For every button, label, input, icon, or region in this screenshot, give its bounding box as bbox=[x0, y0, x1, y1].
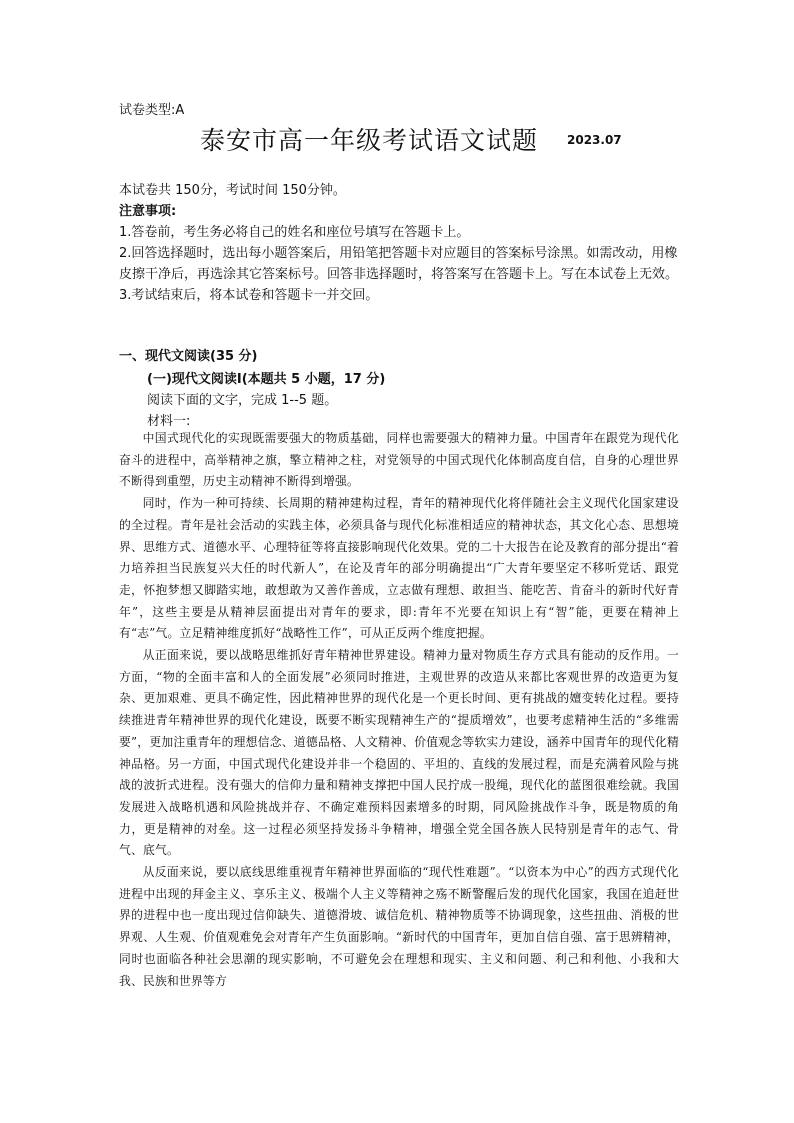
notice-block bbox=[119, 180, 679, 306]
exam-title: 泰安市高一年级考试语文试题 bbox=[200, 126, 539, 155]
subsection-title: (一)现代文阅读Ⅰ(本题共 5 小题，17 分) bbox=[147, 372, 386, 387]
notice-item: 1.答卷前，考生务必将自己的姓名和座位号填写在答题卡上。 bbox=[119, 225, 470, 240]
notice-item: 3.考试结束后，将本试卷和答题卡一并交回。 bbox=[119, 288, 379, 303]
title-row bbox=[0, 121, 794, 157]
passage-paragraph: 从反面来说，要以底线思维重视青年精神世界面临的“现代性难题”。“以资本为中心”的西方式现代化进程中出现的拜金主义、享乐主义、极端个人主义等精神之殇不断警醒后发的现代化国家，我国在追赶世界的进程中也一度出现过信仰缺失、道德滑坡、诚信危机、精神物质等不协调现象，这些扭曲、消极的世界观、人生观、价值观难免会对青年产生负面影响。“新时代的中国青年，更加自信自强、富于思辨精神，同时也面临各种社会思潮的现实影响，不可避免会在理想和现实、主义和问题、利己和利他、小我和大我、民族和世界等方 bbox=[119, 865, 679, 988]
notice-intro: 本试卷共 150分，考试时间 150分钟。 bbox=[119, 183, 346, 198]
notice-heading: 注意事项: bbox=[119, 204, 177, 219]
exam-date: 2023.07 bbox=[567, 133, 622, 147]
section-title: 一、现代文阅读(35 分) bbox=[119, 349, 258, 364]
material-label: 材料一: bbox=[147, 414, 191, 429]
reading-instruction: 阅读下面的文字，完成 1--5 题。 bbox=[147, 393, 338, 408]
passage-paragraph: 中国式现代化的实现既需要强大的物质基础，同样也需要强大的精神力量。中国青年在跟党为现代化奋斗的进程中，高举精神之旗，擎立精神之柱，对党领导的中国式现代化体制高度自信，自身的心理世界不断得到重塑，历史主动精神不断得到增强。 bbox=[119, 431, 679, 489]
passage-paragraph: 从正面来说，要以战略思维抓好青年精神世界建设。精神力量对物质生存方式具有能动的反作用。一方面，“物的全面丰富和人的全面发展”必须同时推进，主观世界的改造从来都比客观世界的改造更为复杂、更加艰难、更具不确定性，因此精神世界的现代化是一个更长时间、更有挑战的嬗变转化过程。要持续推进青年精神世界的现代化建设，既要不断实现精神生产的“提质增效”，也要考虑精神生活的“多维需要”，更加注重青年的理想信念、道德品格、人文精神、价值观念等软实力建设，涵养中国青年的现代化精神品格。另一方面，中国式现代化建设并非一个稳固的、平坦的、直线的发展过程，而是充满着风险与挑战的波折式进程。没有强大的信仰力量和精神支撑把中国人民拧成一股绳，现代化的蓝图很难绘就。我国发展进入战略机遇和风险挑战并存、不确定难预料因素增多的时期，同风险挑战作斗争，既是物质的角力，更是精神的对垒。这一过程必须坚持发扬斗争精神，增强全党全国各族人民特别是青年的志气、骨气、底气。 bbox=[119, 648, 679, 858]
paper-type-label: 试卷类型:A bbox=[119, 103, 185, 118]
passage-paragraph: 同时，作为一种可持续、长周期的精神建构过程，青年的精神现代化将伴随社会主义现代化国家建设的全过程。青年是社会活动的实践主体，必须具备与现代化标准相适应的精神状态，其文化心态、思想境界、思维方式、道德水平、心理特征等将直接影响现代化效果。党的二十大报告在论及教育的部分提出“着力培养担当民族复兴大任的时代新人”，在论及青年的部分明确提出“广大青年要坚定不移听党话、跟党走，怀抱梦想又脚踏实地，敢想敢为又善作善成，立志做有理想、敢担当、能吃苦、肯奋斗的新时代好青年”，这些主要是从精神层面提出对青年的要求，即:青年不光要在知识上有“智”能，更要在精神上有“志”气。立足精神维度抓好“战略性工作”，可从正反两个维度把握。 bbox=[119, 496, 679, 641]
reading-passage bbox=[119, 428, 679, 992]
notice-item: 2.回答选择题时，选出每小题答案后，用铅笔把答题卡对应题目的答案标号涂黑。如需改动，用橡皮擦干净后，再选涂其它答案标号。回答非选择题时，将答案写在答题卡上。写在本试卷上无效。 bbox=[119, 246, 679, 282]
